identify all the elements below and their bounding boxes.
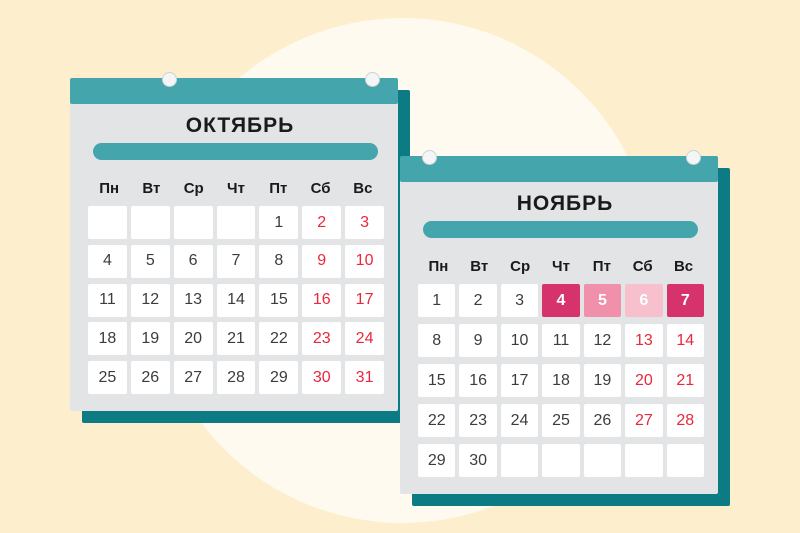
day-cell: 27 <box>174 361 213 394</box>
day-cell: 13 <box>625 324 662 357</box>
weekday-label: Пн <box>99 179 120 197</box>
day-cell: 29 <box>259 361 298 394</box>
calendar-november <box>400 156 730 506</box>
day-cell: 27 <box>625 404 662 437</box>
weekday-label: Пт <box>592 257 611 275</box>
day-cell: 13 <box>174 284 213 317</box>
day-cell: 22 <box>418 404 455 437</box>
day-grid <box>418 284 704 480</box>
day-cell: 15 <box>259 284 298 317</box>
day-cell: 4 <box>542 284 579 317</box>
day-cell: 16 <box>302 284 341 317</box>
day-cell: 25 <box>542 404 579 437</box>
calendar-header-band <box>70 78 398 104</box>
day-cell: 7 <box>217 245 256 278</box>
weekday-label: Вт <box>142 179 161 197</box>
weekday-label: Сб <box>632 257 653 275</box>
day-cell <box>131 206 170 239</box>
day-cell: 10 <box>501 324 538 357</box>
day-cell: 5 <box>131 245 170 278</box>
day-cell: 26 <box>131 361 170 394</box>
day-cell: 2 <box>459 284 496 317</box>
weekday-label: Ср <box>510 257 531 275</box>
day-cell: 12 <box>131 284 170 317</box>
calendar-header-band <box>400 156 718 182</box>
day-cell: 22 <box>259 322 298 355</box>
day-cell: 21 <box>667 364 704 397</box>
day-cell: 17 <box>345 284 384 317</box>
day-cell: 24 <box>345 322 384 355</box>
day-cell: 30 <box>302 361 341 394</box>
weekday-label: Чт <box>552 257 570 275</box>
calendar-october <box>70 78 410 423</box>
day-cell: 9 <box>459 324 496 357</box>
day-cell: 19 <box>131 322 170 355</box>
day-cell: 6 <box>625 284 662 317</box>
day-cell: 1 <box>418 284 455 317</box>
day-cell: 4 <box>88 245 127 278</box>
day-cell <box>217 206 256 239</box>
day-cell: 20 <box>174 322 213 355</box>
day-cell: 1 <box>259 206 298 239</box>
binder-ring-icon <box>686 150 701 165</box>
day-cell <box>88 206 127 239</box>
day-grid <box>88 206 384 396</box>
day-cell <box>625 444 662 477</box>
day-cell: 16 <box>459 364 496 397</box>
weekday-label: Вт <box>470 257 489 275</box>
day-cell: 11 <box>88 284 127 317</box>
day-cell: 11 <box>542 324 579 357</box>
weekday-label: Вс <box>673 257 694 275</box>
binder-ring-icon <box>162 72 177 87</box>
day-cell: 8 <box>259 245 298 278</box>
day-cell: 5 <box>584 284 621 317</box>
day-cell: 28 <box>667 404 704 437</box>
title-underline-bar <box>93 143 378 160</box>
day-cell: 28 <box>217 361 256 394</box>
day-cell: 3 <box>345 206 384 239</box>
day-cell: 17 <box>501 364 538 397</box>
weekday-label: Вс <box>353 179 373 197</box>
day-cell: 6 <box>174 245 213 278</box>
day-cell: 8 <box>418 324 455 357</box>
day-cell: 14 <box>217 284 256 317</box>
day-cell: 30 <box>459 444 496 477</box>
day-cell: 20 <box>625 364 662 397</box>
weekday-label: Чт <box>227 179 245 197</box>
day-cell: 23 <box>459 404 496 437</box>
day-cell: 9 <box>302 245 341 278</box>
day-cell: 10 <box>345 245 384 278</box>
binder-ring-icon <box>365 72 380 87</box>
weekday-header-row <box>88 174 384 202</box>
weekday-label: Ср <box>183 179 204 197</box>
day-cell: 31 <box>345 361 384 394</box>
day-cell: 14 <box>667 324 704 357</box>
weekday-label: Пт <box>269 179 288 197</box>
day-cell: 15 <box>418 364 455 397</box>
day-cell: 26 <box>584 404 621 437</box>
title-underline-bar <box>423 221 698 238</box>
day-cell: 3 <box>501 284 538 317</box>
day-cell <box>501 444 538 477</box>
month-title: ОКТЯБРЬ <box>185 114 295 137</box>
day-cell: 21 <box>217 322 256 355</box>
day-cell: 7 <box>667 284 704 317</box>
day-cell: 24 <box>501 404 538 437</box>
day-cell: 18 <box>542 364 579 397</box>
day-cell: 19 <box>584 364 621 397</box>
day-cell: 12 <box>584 324 621 357</box>
day-cell <box>542 444 579 477</box>
day-cell <box>174 206 213 239</box>
day-cell: 23 <box>302 322 341 355</box>
month-title: НОЯБРЬ <box>516 192 614 215</box>
day-cell: 25 <box>88 361 127 394</box>
day-cell: 18 <box>88 322 127 355</box>
day-cell <box>667 444 704 477</box>
binder-ring-icon <box>422 150 437 165</box>
day-cell <box>584 444 621 477</box>
weekday-label: Сб <box>310 179 331 197</box>
day-cell: 2 <box>302 206 341 239</box>
weekday-label: Пн <box>428 257 449 275</box>
weekday-header-row <box>418 252 704 280</box>
day-cell: 29 <box>418 444 455 477</box>
